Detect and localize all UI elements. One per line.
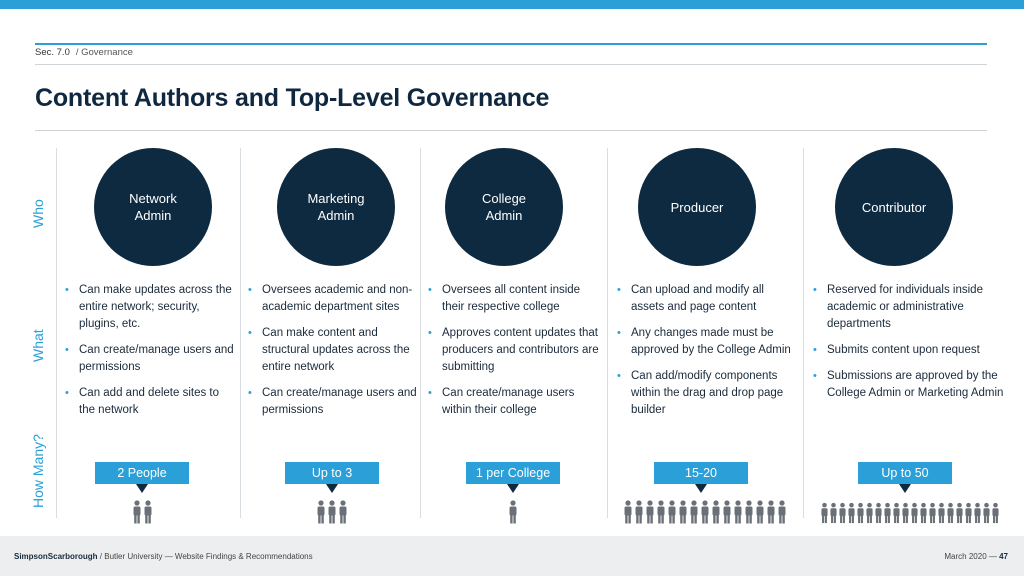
page-title: Content Authors and Top-Level Governance: [35, 84, 550, 112]
people-icons-marketing-admin: [282, 500, 382, 528]
role-circle-contributor: Contributor: [835, 148, 953, 266]
count-badge-producer: 15-20: [654, 462, 748, 484]
footer-page-info: [944, 552, 1008, 561]
header-rule: [35, 43, 987, 45]
person-icon: [778, 500, 786, 524]
count-badge-marketing-admin: Up to 3: [285, 462, 379, 484]
count-pointer: [507, 484, 519, 493]
count-pointer: [899, 484, 911, 493]
count-badge-college-admin: 1 per College: [466, 462, 560, 484]
breadcrumb-governance: / Governance: [75, 47, 133, 58]
list-item: • Any changes made must be approved by the College Admin: [614, 325, 800, 359]
person-icon: [830, 502, 837, 524]
page-number: 47: [999, 552, 1008, 561]
count-pointer: [326, 484, 338, 493]
person-icon: [839, 502, 846, 524]
list-item: • Approves content updates that producers and contributors are submitting: [425, 325, 605, 376]
list-item: • Can add and delete sites to the network: [62, 385, 237, 419]
person-icon: [317, 500, 325, 524]
person-icon: [328, 500, 336, 524]
person-icon: [884, 502, 891, 524]
list-item: • Submits content upon request: [810, 342, 1006, 359]
people-icons-college-admin: [463, 500, 563, 528]
person-icon: [679, 500, 687, 524]
person-icon: [723, 500, 731, 524]
list-item: • Can create/manage users and permissions: [245, 385, 417, 419]
count-pointer: [136, 484, 148, 493]
person-icon: [848, 502, 855, 524]
person-icon: [857, 502, 864, 524]
row-label-who: Who: [30, 199, 46, 228]
person-icon: [339, 500, 347, 524]
person-icon: [133, 500, 141, 524]
count-badge-network-admin: 2 People: [95, 462, 189, 484]
person-icon: [902, 502, 909, 524]
row-label-how-many: How Many?: [30, 434, 46, 508]
role-circle-college-admin: College Admin: [445, 148, 563, 266]
person-icon: [144, 500, 152, 524]
list-item: • Reserved for individuals inside academic or administrative departments: [810, 282, 1006, 333]
column-divider: [56, 148, 57, 518]
person-icon: [657, 500, 665, 524]
person-icon: [866, 502, 873, 524]
person-icon: [635, 500, 643, 524]
column-divider: [607, 148, 608, 518]
people-icons-producer: [620, 500, 790, 528]
person-icon: [745, 500, 753, 524]
role-circle-producer: Producer: [638, 148, 756, 266]
responsibilities-producer: [614, 282, 800, 428]
person-icon: [956, 502, 963, 524]
footer-date: March 2020 —: [944, 552, 997, 561]
breadcrumb: [35, 47, 133, 58]
person-icon: [509, 500, 517, 524]
person-icon: [938, 502, 945, 524]
title-rule: [35, 130, 987, 131]
count-pointer: [695, 484, 707, 493]
list-item: • Submissions are approved by the College Admin or Marketing Admin: [810, 368, 1006, 402]
section-number: Sec. 7.0: [35, 47, 70, 58]
responsibilities-network-admin: [62, 282, 237, 428]
person-icon: [983, 502, 990, 524]
list-item: • Can add/modify components within the drag and drop page builder: [614, 368, 800, 419]
footer-brand: SimpsonScarborough: [14, 552, 98, 561]
person-icon: [734, 500, 742, 524]
column-divider: [420, 148, 421, 518]
column-divider: [240, 148, 241, 518]
person-icon: [920, 502, 927, 524]
person-icon: [992, 502, 999, 524]
person-icon: [712, 500, 720, 524]
row-label-what: What: [30, 329, 46, 362]
breadcrumb-rule: [35, 64, 987, 65]
responsibilities-college-admin: [425, 282, 605, 428]
person-icon: [947, 502, 954, 524]
list-item: • Oversees all content inside their respective college: [425, 282, 605, 316]
count-badge-contributor: Up to 50: [858, 462, 952, 484]
person-icon: [875, 502, 882, 524]
person-icon: [911, 502, 918, 524]
person-icon: [690, 500, 698, 524]
person-icon: [929, 502, 936, 524]
list-item: • Can make updates across the entire network; security, plugins, etc.: [62, 282, 237, 333]
responsibilities-contributor: [810, 282, 1006, 411]
person-icon: [821, 502, 828, 524]
person-icon: [767, 500, 775, 524]
person-icon: [646, 500, 654, 524]
people-icons-contributor: [814, 502, 1006, 530]
person-icon: [668, 500, 676, 524]
footer-credit: [14, 552, 313, 561]
people-icons-network-admin: [92, 500, 192, 528]
person-icon: [974, 502, 981, 524]
column-divider: [803, 148, 804, 518]
person-icon: [624, 500, 632, 524]
list-item: • Can make content and structural updates across the entire network: [245, 325, 417, 376]
person-icon: [893, 502, 900, 524]
role-circle-marketing-admin: Marketing Admin: [277, 148, 395, 266]
list-item: • Oversees academic and non-academic department sites: [245, 282, 417, 316]
list-item: • Can create/manage users and permissions: [62, 342, 237, 376]
person-icon: [965, 502, 972, 524]
list-item: • Can upload and modify all assets and page content: [614, 282, 800, 316]
responsibilities-marketing-admin: [245, 282, 417, 428]
top-accent-bar: [0, 0, 1024, 9]
footer-subtitle: / Butler University — Website Findings & Recommendations: [99, 552, 313, 561]
person-icon: [756, 500, 764, 524]
list-item: • Can create/manage users within their college: [425, 385, 605, 419]
role-circle-network-admin: Network Admin: [94, 148, 212, 266]
person-icon: [701, 500, 709, 524]
